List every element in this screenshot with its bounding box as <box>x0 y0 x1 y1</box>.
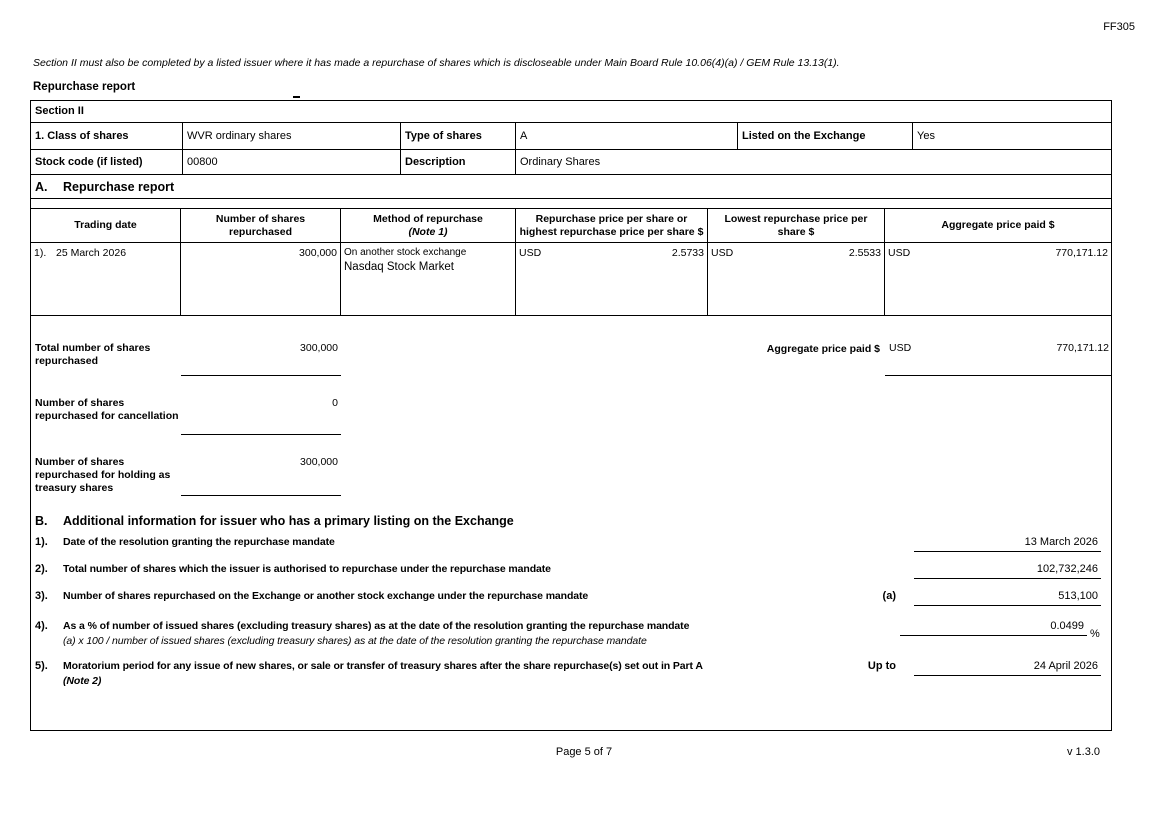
listed-on-exchange-value: Yes <box>917 130 935 142</box>
method-detail: Nasdaq Stock Market <box>344 261 454 273</box>
b-item-2-text: Total number of shares which the issuer is authorised to repurchase under the repurchase mandate <box>63 563 551 575</box>
repurchase-table <box>31 208 1111 316</box>
b-item-3-text: Number of shares repurchased on the Exchange or another stock exchange under the repurchase mandate <box>63 590 589 602</box>
stray-mark <box>293 96 300 98</box>
table-row <box>31 243 1111 315</box>
b-item-4-formula: (a) x 100 / number of issued shares (excluding treasury shares) as at the date of the resolution granting the repurchase mandate <box>63 635 647 647</box>
aggregate-price-paid-label: Aggregate price paid $ <box>766 343 880 355</box>
section-a-title: Repurchase report <box>63 179 175 194</box>
col-price-low-label: Lowest repurchase price per share $ <box>724 213 868 238</box>
treasury-label: Number of shares repurchased for holding as treasury shares <box>35 456 171 494</box>
description-value: Ordinary Shares <box>520 156 601 168</box>
b-item-1-number: 1). <box>35 536 48 548</box>
aggregate-value: 770,171.12 <box>1055 247 1108 259</box>
section-ii-header: Section II <box>31 101 1111 123</box>
class-of-shares-value: WVR ordinary shares <box>183 123 401 149</box>
b-item-1-value-area <box>914 536 1101 552</box>
cell-aggregate <box>885 243 1111 315</box>
method-type: On another stock exchange <box>344 247 467 258</box>
price-high-currency: USD <box>519 247 542 259</box>
col-price-low <box>708 209 885 242</box>
b-item-3-value-area <box>883 590 1101 606</box>
col-shares-repurchased <box>181 209 341 242</box>
b-item-3 <box>31 590 1111 606</box>
aggregate-total-currency: USD <box>889 342 912 354</box>
stock-code-row <box>31 150 1111 175</box>
total-shares-value: 300,000 <box>181 342 341 376</box>
b-item-1-text: Date of the resolution granting the repurchase mandate <box>63 536 335 548</box>
b-item-2-number: 2). <box>35 563 48 575</box>
description-label: Description <box>401 150 516 174</box>
class-of-shares-row <box>31 123 1111 150</box>
col-aggregate-label: Aggregate price paid $ <box>941 219 1055 232</box>
cancellation-label: Number of shares repurchased for cancellation <box>35 397 179 422</box>
totals-section <box>31 316 1111 496</box>
price-high-value: 2.5733 <box>671 247 704 259</box>
b-item-3-prefix: (a) <box>882 590 896 602</box>
type-of-shares-label: Type of shares <box>401 123 516 149</box>
b-item-5-note: (Note 2) <box>63 675 102 687</box>
type-of-shares-value: A <box>516 123 738 149</box>
b-item-4-number: 4). <box>35 620 48 632</box>
section-a-heading <box>31 175 1111 199</box>
col-price-high <box>516 209 708 242</box>
cell-shares: 300,000 <box>181 243 341 315</box>
cell-trading-date <box>31 243 181 315</box>
aggregate-currency: USD <box>888 247 911 259</box>
b-item-4-suffix: % <box>1090 628 1100 640</box>
b-item-5-text <box>63 660 868 688</box>
section-b-letter: B. <box>35 514 48 528</box>
repurchase-form <box>30 100 1112 731</box>
b-item-5 <box>31 660 1111 688</box>
repurchase-table-header <box>31 209 1111 243</box>
b-item-5-main-text: Moratorium period for any issue of new shares, or sale or transfer of treasury shares after the share repurchase(s) set out in Part A <box>63 660 703 672</box>
cancellation-value: 0 <box>181 397 341 435</box>
col-method-note: (Note 1) <box>408 225 448 238</box>
trading-date-value: 25 March 2026 <box>56 247 127 259</box>
b-item-4 <box>31 620 1111 648</box>
col-trading-date-label: Trading date <box>74 219 137 232</box>
col-shares-repurchased-label: Number of shares repurchased <box>215 213 306 238</box>
b-item-5-prefix: Up to <box>867 660 896 672</box>
col-method-label: Method of repurchase <box>373 213 483 225</box>
section-a-letter: A. <box>35 179 48 194</box>
footer-page-number: Page 5 of 7 <box>555 746 613 758</box>
listed-on-exchange-label: Listed on the Exchange <box>738 123 913 149</box>
cell-price-low <box>708 243 885 315</box>
price-low-currency: USD <box>711 247 734 259</box>
cell-price-high <box>516 243 708 315</box>
b-item-5-value: 24 April 2026 <box>914 660 1101 676</box>
b-item-4-value: 0.0499 <box>900 620 1087 636</box>
col-aggregate <box>885 209 1111 242</box>
treasury-row <box>31 456 1111 496</box>
stock-code-value: 00800 <box>183 150 401 174</box>
b-item-4-text <box>63 620 900 648</box>
b-item-3-value: 513,100 <box>914 590 1101 606</box>
total-shares-label: Total number of shares repurchased <box>35 342 151 367</box>
class-of-shares-label: 1. Class of shares <box>31 123 183 149</box>
page-title: Repurchase report <box>33 81 136 93</box>
b-item-2-value: 102,732,246 <box>914 563 1101 579</box>
treasury-value: 300,000 <box>181 456 341 496</box>
b-item-2-value-area <box>914 563 1101 579</box>
aggregate-total-value: 770,171.12 <box>1056 342 1109 354</box>
cell-method <box>341 243 516 315</box>
footer-version: v 1.3.0 <box>1066 746 1100 758</box>
col-trading-date <box>31 209 181 242</box>
b-item-2 <box>31 563 1111 579</box>
col-price-high-label: Repurchase price per share or highest repurchase price per share $ <box>519 213 704 238</box>
intro-text: Section II must also be completed by a listed issuer where it has made a repurchase of shares which is discloseable under Main Board Rule 10.06(4)(a) / GEM Rule 13.13(1). <box>33 57 840 69</box>
price-low-value: 2.5533 <box>848 247 881 259</box>
total-shares-row <box>31 342 1111 376</box>
b-item-5-value-area <box>868 660 1101 676</box>
cancellation-row <box>31 397 1111 435</box>
section-b-title: Additional information for issuer who has a primary listing on the Exchange <box>63 514 514 528</box>
b-item-1-value: 13 March 2026 <box>914 536 1101 552</box>
col-method <box>341 209 516 242</box>
section-b-heading <box>31 514 1111 528</box>
aggregate-price-paid-cell <box>885 342 1111 376</box>
b-item-3-number: 3). <box>35 590 48 602</box>
b-item-4-value-area <box>900 620 1101 640</box>
stock-code-label: Stock code (if listed) <box>31 150 183 174</box>
b-item-4-main-text: As a % of number of issued shares (excluding treasury shares) as at the date of the resolution granting the repurchase mandate <box>63 620 690 632</box>
form-code: FF305 <box>1103 21 1135 33</box>
row-index: 1). <box>34 247 47 259</box>
b-item-1 <box>31 536 1111 552</box>
b-item-5-number: 5). <box>35 660 48 672</box>
